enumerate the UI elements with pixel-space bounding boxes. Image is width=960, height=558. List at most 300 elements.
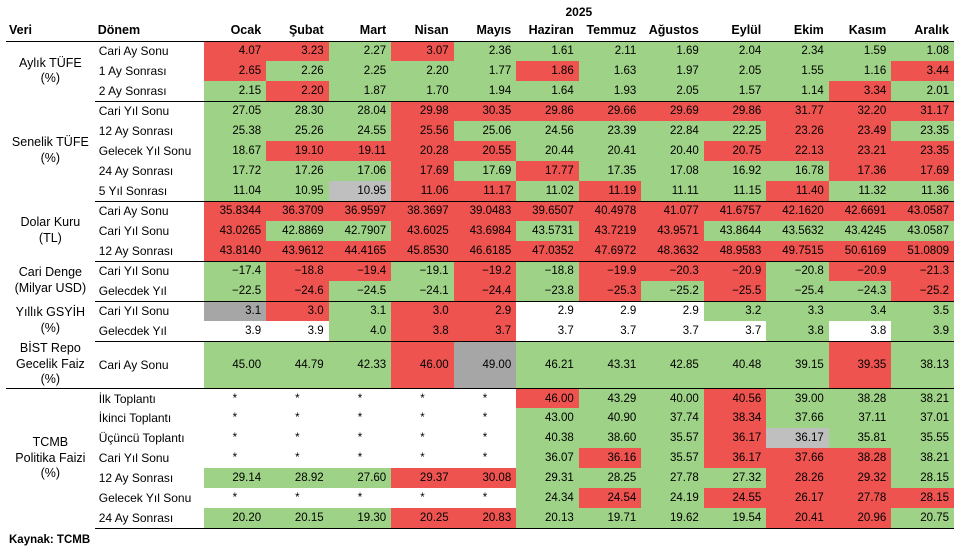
data-cell: 2.9	[641, 301, 704, 321]
data-cell: 45.8530	[391, 241, 454, 261]
data-cell: 3.7	[454, 321, 517, 341]
data-cell: *	[329, 448, 392, 468]
table-row	[6, 141, 954, 161]
data-cell: 36.17	[704, 428, 767, 448]
data-cell: 39.35	[829, 341, 892, 388]
data-cell: 4.07	[204, 41, 267, 61]
column-header: Temmuz	[579, 20, 642, 41]
data-cell: 3.0	[266, 301, 329, 321]
data-cell: 19.54	[704, 508, 767, 528]
group-label	[6, 388, 95, 528]
data-cell: 3.7	[641, 321, 704, 341]
data-cell: −24.4	[454, 281, 517, 301]
data-cell: *	[329, 388, 392, 408]
data-cell: 3.7	[516, 321, 579, 341]
data-cell: 3.9	[204, 321, 267, 341]
data-cell: −20.9	[829, 261, 892, 281]
data-cell: 37.66	[766, 448, 829, 468]
data-cell: −18.8	[516, 261, 579, 281]
group-label-line: Politika Faizi	[15, 450, 86, 465]
data-cell: 28.15	[891, 468, 954, 488]
row-label: Gelecdek Yıl	[95, 281, 204, 301]
data-cell: 42.8869	[266, 221, 329, 241]
data-cell: 43.6025	[391, 221, 454, 241]
data-cell: 43.4245	[829, 221, 892, 241]
data-cell: −25.5	[704, 281, 767, 301]
data-cell: 29.66	[579, 101, 642, 121]
data-cell: −23.8	[516, 281, 579, 301]
data-cell: 39.6507	[516, 201, 579, 221]
data-cell: 35.57	[641, 448, 704, 468]
data-cell: −21.3	[891, 261, 954, 281]
data-cell: 47.6972	[579, 241, 642, 261]
data-cell: 28.15	[891, 488, 954, 508]
data-cell: 2.04	[704, 41, 767, 61]
data-cell: 29.86	[516, 101, 579, 121]
data-cell: 43.8140	[204, 241, 267, 261]
year-header-row	[6, 4, 954, 20]
data-cell: 20.20	[204, 508, 267, 528]
data-cell: 42.33	[329, 341, 392, 388]
data-cell: 39.00	[766, 388, 829, 408]
data-cell: 37.01	[891, 408, 954, 428]
data-cell: 36.9597	[329, 201, 392, 221]
data-cell: 19.62	[641, 508, 704, 528]
group-label	[6, 41, 95, 101]
table-row	[6, 281, 954, 301]
data-cell: 2.05	[704, 61, 767, 81]
group-label-line: TCMB	[32, 435, 69, 450]
data-cell: *	[391, 428, 454, 448]
data-cell: 3.3	[766, 301, 829, 321]
data-cell: *	[391, 408, 454, 428]
data-cell: 1.70	[391, 81, 454, 101]
data-cell: 43.0587	[891, 221, 954, 241]
data-cell: 40.00	[641, 388, 704, 408]
data-cell: *	[454, 388, 517, 408]
data-cell: −24.5	[329, 281, 392, 301]
data-cell: 43.5632	[766, 221, 829, 241]
data-cell: 27.78	[641, 468, 704, 488]
data-cell: 3.1	[204, 301, 267, 321]
data-cell: −19.4	[329, 261, 392, 281]
data-cell: −19.1	[391, 261, 454, 281]
data-cell: 24.34	[516, 488, 579, 508]
data-cell: 24.54	[579, 488, 642, 508]
data-cell: 47.0352	[516, 241, 579, 261]
data-cell: 19.71	[579, 508, 642, 528]
data-cell: 29.31	[516, 468, 579, 488]
data-cell: 17.69	[891, 161, 954, 181]
data-cell: 46.00	[391, 341, 454, 388]
column-header: Mayıs	[454, 20, 517, 41]
data-cell: 28.92	[266, 468, 329, 488]
group-label-line: (%)	[40, 151, 61, 165]
data-cell: 42.7907	[329, 221, 392, 241]
data-cell: 1.16	[829, 61, 892, 81]
data-cell: 27.05	[204, 101, 267, 121]
data-cell: 2.27	[329, 41, 392, 61]
source-note: Kaynak: TCMB	[9, 533, 91, 546]
data-cell: 2.01	[891, 81, 954, 101]
data-cell: 28.30	[266, 101, 329, 121]
data-cell: 23.35	[891, 121, 954, 141]
column-header: Şubat	[266, 20, 329, 41]
data-cell: 43.5731	[516, 221, 579, 241]
data-cell: 36.07	[516, 448, 579, 468]
data-cell: 11.15	[704, 181, 767, 201]
data-cell: 20.13	[516, 508, 579, 528]
row-label: Cari Ay Sonu	[95, 341, 204, 388]
data-cell: 23.21	[829, 141, 892, 161]
data-cell: 37.66	[766, 408, 829, 428]
data-cell: 24.55	[329, 121, 392, 141]
data-cell: 17.36	[829, 161, 892, 181]
data-cell: 29.14	[204, 468, 267, 488]
data-cell: *	[204, 488, 267, 508]
row-label: Cari Yıl Sonu	[98, 451, 170, 466]
data-cell: 1.69	[641, 41, 704, 61]
data-cell: 27.32	[704, 468, 767, 488]
row-label: Gelecek Yıl Sonu	[98, 144, 192, 158]
data-cell: 38.21	[891, 388, 954, 408]
column-header: Dönem	[95, 20, 204, 41]
data-cell: 29.32	[829, 468, 892, 488]
data-cell: 45.00	[204, 341, 267, 388]
table-row	[6, 408, 954, 428]
row-label: İkinci Toplantı	[98, 411, 172, 426]
data-cell: 3.9	[891, 321, 954, 341]
data-cell: 28.26	[766, 468, 829, 488]
data-cell: 43.6984	[454, 221, 517, 241]
data-cell: *	[329, 428, 392, 448]
data-cell: 38.34	[704, 408, 767, 428]
data-cell: 17.26	[266, 161, 329, 181]
data-cell: 3.5	[891, 301, 954, 321]
row-label: Gelecek Yıl Sonu	[98, 491, 192, 506]
data-cell: 1.87	[329, 81, 392, 101]
row-label: Cari Yıl Sonu	[98, 224, 170, 238]
group-label-line: Gecelik Faiz	[15, 356, 85, 371]
data-cell: 43.9571	[641, 221, 704, 241]
data-cell: 43.31	[579, 341, 642, 388]
data-cell: 36.17	[766, 428, 829, 448]
data-cell: 3.34	[829, 81, 892, 101]
data-cell: 1.59	[829, 41, 892, 61]
data-cell: *	[454, 488, 517, 508]
data-cell: *	[266, 428, 329, 448]
data-cell: 40.38	[516, 428, 579, 448]
data-cell: 3.8	[766, 321, 829, 341]
data-cell: −24.3	[829, 281, 892, 301]
data-cell: 37.11	[829, 408, 892, 428]
data-cell: 41.077	[641, 201, 704, 221]
data-cell: 1.93	[579, 81, 642, 101]
data-cell: 11.40	[766, 181, 829, 201]
data-cell: 2.26	[266, 61, 329, 81]
data-cell: 1.08	[891, 41, 954, 61]
data-cell: *	[266, 448, 329, 468]
data-cell: 20.15	[266, 508, 329, 528]
data-cell: 43.00	[516, 408, 579, 428]
data-cell: 3.8	[829, 321, 892, 341]
data-cell: 10.95	[329, 181, 392, 201]
table-row	[6, 61, 954, 81]
column-header: Eylül	[704, 20, 767, 41]
table-row	[6, 321, 954, 341]
data-cell: 11.36	[891, 181, 954, 201]
data-cell: *	[204, 388, 267, 408]
data-cell: 35.57	[641, 428, 704, 448]
data-cell: 1.61	[516, 41, 579, 61]
data-cell: 35.55	[891, 428, 954, 448]
data-cell: 38.3697	[391, 201, 454, 221]
data-cell: 38.60	[579, 428, 642, 448]
data-cell: 3.7	[579, 321, 642, 341]
data-cell: 2.20	[266, 81, 329, 101]
data-cell: −19.2	[454, 261, 517, 281]
data-cell: 3.44	[891, 61, 954, 81]
data-cell: 20.25	[391, 508, 454, 528]
column-header: Ağustos	[641, 20, 704, 41]
data-cell: 19.11	[329, 141, 392, 161]
data-cell: 29.69	[641, 101, 704, 121]
data-cell: 23.39	[579, 121, 642, 141]
data-cell: 24.56	[516, 121, 579, 141]
group-label-line: (%)	[40, 466, 61, 481]
data-cell: 42.1620	[766, 201, 829, 221]
data-cell: *	[391, 448, 454, 468]
data-cell: 20.55	[454, 141, 517, 161]
data-cell: 22.13	[766, 141, 829, 161]
data-cell: 3.9	[266, 321, 329, 341]
data-cell: *	[329, 408, 392, 428]
group-label	[6, 261, 95, 301]
data-cell: 4.0	[329, 321, 392, 341]
data-cell: 3.07	[391, 41, 454, 61]
data-cell: 2.25	[329, 61, 392, 81]
group-label-line: Aylık TÜFE	[18, 55, 82, 70]
data-cell: 20.96	[829, 508, 892, 528]
data-cell: 2.9	[579, 301, 642, 321]
row-label: Gelecdek Yıl	[95, 321, 204, 341]
group-label-line: Senelik TÜFE	[11, 135, 89, 150]
group-label	[6, 301, 95, 341]
data-cell: −19.9	[579, 261, 642, 281]
column-header: Ekim	[766, 20, 829, 41]
row-label: 2 Ay Sonrası	[95, 81, 204, 101]
column-header-row	[6, 20, 954, 41]
group-label	[6, 341, 95, 388]
data-cell: 3.2	[704, 301, 767, 321]
data-cell: 50.6169	[829, 241, 892, 261]
data-cell: 38.21	[891, 448, 954, 468]
data-cell: 23.35	[891, 141, 954, 161]
data-cell: 2.05	[641, 81, 704, 101]
data-cell: 29.37	[391, 468, 454, 488]
data-cell: 10.95	[266, 181, 329, 201]
data-cell: 49.7515	[766, 241, 829, 261]
data-cell: *	[391, 388, 454, 408]
data-cell: 43.8644	[704, 221, 767, 241]
row-label: 24 Ay Sonrası	[98, 164, 174, 178]
data-cell: 41.6757	[704, 201, 767, 221]
data-cell: 24.19	[641, 488, 704, 508]
data-cell: 2.15	[204, 81, 267, 101]
data-cell: 16.78	[766, 161, 829, 181]
data-cell: 27.60	[329, 468, 392, 488]
data-cell: 29.98	[391, 101, 454, 121]
data-cell: 49.00	[454, 341, 517, 388]
data-cell: 36.16	[579, 448, 642, 468]
data-cell: 37.74	[641, 408, 704, 428]
data-cell: 38.28	[829, 388, 892, 408]
data-cell: 2.9	[516, 301, 579, 321]
row-label: Üçüncü Toplantı	[98, 431, 185, 446]
data-cell: 1.97	[641, 61, 704, 81]
table-row	[6, 181, 954, 201]
data-cell: 1.55	[766, 61, 829, 81]
data-cell: 11.06	[391, 181, 454, 201]
data-cell: 23.26	[766, 121, 829, 141]
data-cell: 39.15	[766, 341, 829, 388]
data-cell: 28.25	[579, 468, 642, 488]
table-row	[6, 341, 954, 388]
data-cell: 43.0265	[204, 221, 267, 241]
data-cell: 35.81	[829, 428, 892, 448]
data-cell: *	[454, 448, 517, 468]
data-cell: 1.94	[454, 81, 517, 101]
data-cell: 38.28	[829, 448, 892, 468]
table-row	[6, 241, 954, 261]
data-cell: 25.26	[266, 121, 329, 141]
data-cell: 36.17	[704, 448, 767, 468]
data-cell: 2.36	[454, 41, 517, 61]
data-cell: 1.86	[516, 61, 579, 81]
data-cell: 36.3709	[266, 201, 329, 221]
data-cell: 17.69	[454, 161, 517, 181]
data-cell: 51.0809	[891, 241, 954, 261]
column-header: Kasım	[829, 20, 892, 41]
data-cell: 1.14	[766, 81, 829, 101]
data-cell: 3.7	[704, 321, 767, 341]
column-header: Nisan	[391, 20, 454, 41]
data-cell: −25.3	[579, 281, 642, 301]
row-label: 5 Yıl Sonrası	[95, 181, 204, 201]
table-row	[6, 388, 954, 408]
table-row	[6, 448, 954, 468]
group-label-line: (%)	[40, 372, 61, 387]
expectations-table	[6, 4, 954, 529]
data-cell: 3.23	[266, 41, 329, 61]
table-row	[6, 261, 954, 281]
data-cell: 16.92	[704, 161, 767, 181]
data-cell: 17.35	[579, 161, 642, 181]
row-label: İlk Toplantı	[98, 391, 156, 406]
row-label: Cari Ay Sonu	[98, 204, 169, 219]
data-cell: *	[454, 408, 517, 428]
group-label-line: Yıllık GSYİH	[15, 305, 86, 320]
data-cell: 43.7219	[579, 221, 642, 241]
row-label: 12 Ay Sonrası	[95, 241, 204, 261]
data-cell: 20.40	[641, 141, 704, 161]
data-cell: 40.56	[704, 388, 767, 408]
data-cell: 1.63	[579, 61, 642, 81]
data-cell: 2.20	[391, 61, 454, 81]
group-label-line: (%)	[40, 71, 61, 86]
row-label: Cari Yıl Sonu	[98, 304, 170, 319]
data-cell: 43.9612	[266, 241, 329, 261]
data-cell: 42.6691	[829, 201, 892, 221]
table-body	[6, 4, 954, 528]
data-cell: 46.21	[516, 341, 579, 388]
data-cell: 11.04	[204, 181, 267, 201]
data-cell: 3.0	[391, 301, 454, 321]
column-header: Veri	[6, 20, 95, 41]
year-label: 2025	[565, 5, 593, 19]
row-label: Cari Yıl Sonu	[98, 264, 170, 279]
column-header: Mart	[329, 20, 392, 41]
data-cell: −24.1	[391, 281, 454, 301]
data-cell: *	[266, 488, 329, 508]
group-label-line: (TL)	[38, 231, 62, 245]
data-cell: *	[204, 428, 267, 448]
data-cell: 18.67	[204, 141, 267, 161]
table-row	[6, 201, 954, 221]
group-label-line: (%)	[40, 321, 61, 335]
data-cell: *	[204, 408, 267, 428]
data-cell: 2.65	[204, 61, 267, 81]
data-cell: 40.4978	[579, 201, 642, 221]
data-cell: 3.4	[829, 301, 892, 321]
data-cell: −25.2	[891, 281, 954, 301]
data-cell: *	[266, 408, 329, 428]
data-cell: 19.10	[266, 141, 329, 161]
table-row	[6, 468, 954, 488]
data-cell: 35.8344	[204, 201, 267, 221]
data-cell: 31.17	[891, 101, 954, 121]
table-row	[6, 41, 954, 61]
data-cell: −25.4	[766, 281, 829, 301]
data-cell: 3.8	[391, 321, 454, 341]
data-cell: 25.38	[204, 121, 267, 141]
data-cell: 17.08	[641, 161, 704, 181]
data-cell: −17.4	[204, 261, 267, 281]
data-cell: 11.02	[516, 181, 579, 201]
data-cell: 3.1	[329, 301, 392, 321]
data-cell: 2.9	[454, 301, 517, 321]
data-cell: 20.41	[579, 141, 642, 161]
data-cell: 20.44	[516, 141, 579, 161]
data-cell: 40.90	[579, 408, 642, 428]
data-cell: 48.9583	[704, 241, 767, 261]
data-cell: 30.35	[454, 101, 517, 121]
data-cell: 31.77	[766, 101, 829, 121]
data-cell: 20.28	[391, 141, 454, 161]
data-cell: 19.30	[329, 508, 392, 528]
row-label: Cari Ay Sonu	[98, 44, 169, 59]
table-row	[6, 121, 954, 141]
data-cell: 30.08	[454, 468, 517, 488]
data-cell: 2.11	[579, 41, 642, 61]
data-cell: 23.49	[829, 121, 892, 141]
data-cell: *	[204, 448, 267, 468]
table-row	[6, 428, 954, 448]
data-cell: 46.00	[516, 388, 579, 408]
data-cell: 43.0587	[891, 201, 954, 221]
column-header: Haziran	[516, 20, 579, 41]
data-cell: *	[391, 488, 454, 508]
